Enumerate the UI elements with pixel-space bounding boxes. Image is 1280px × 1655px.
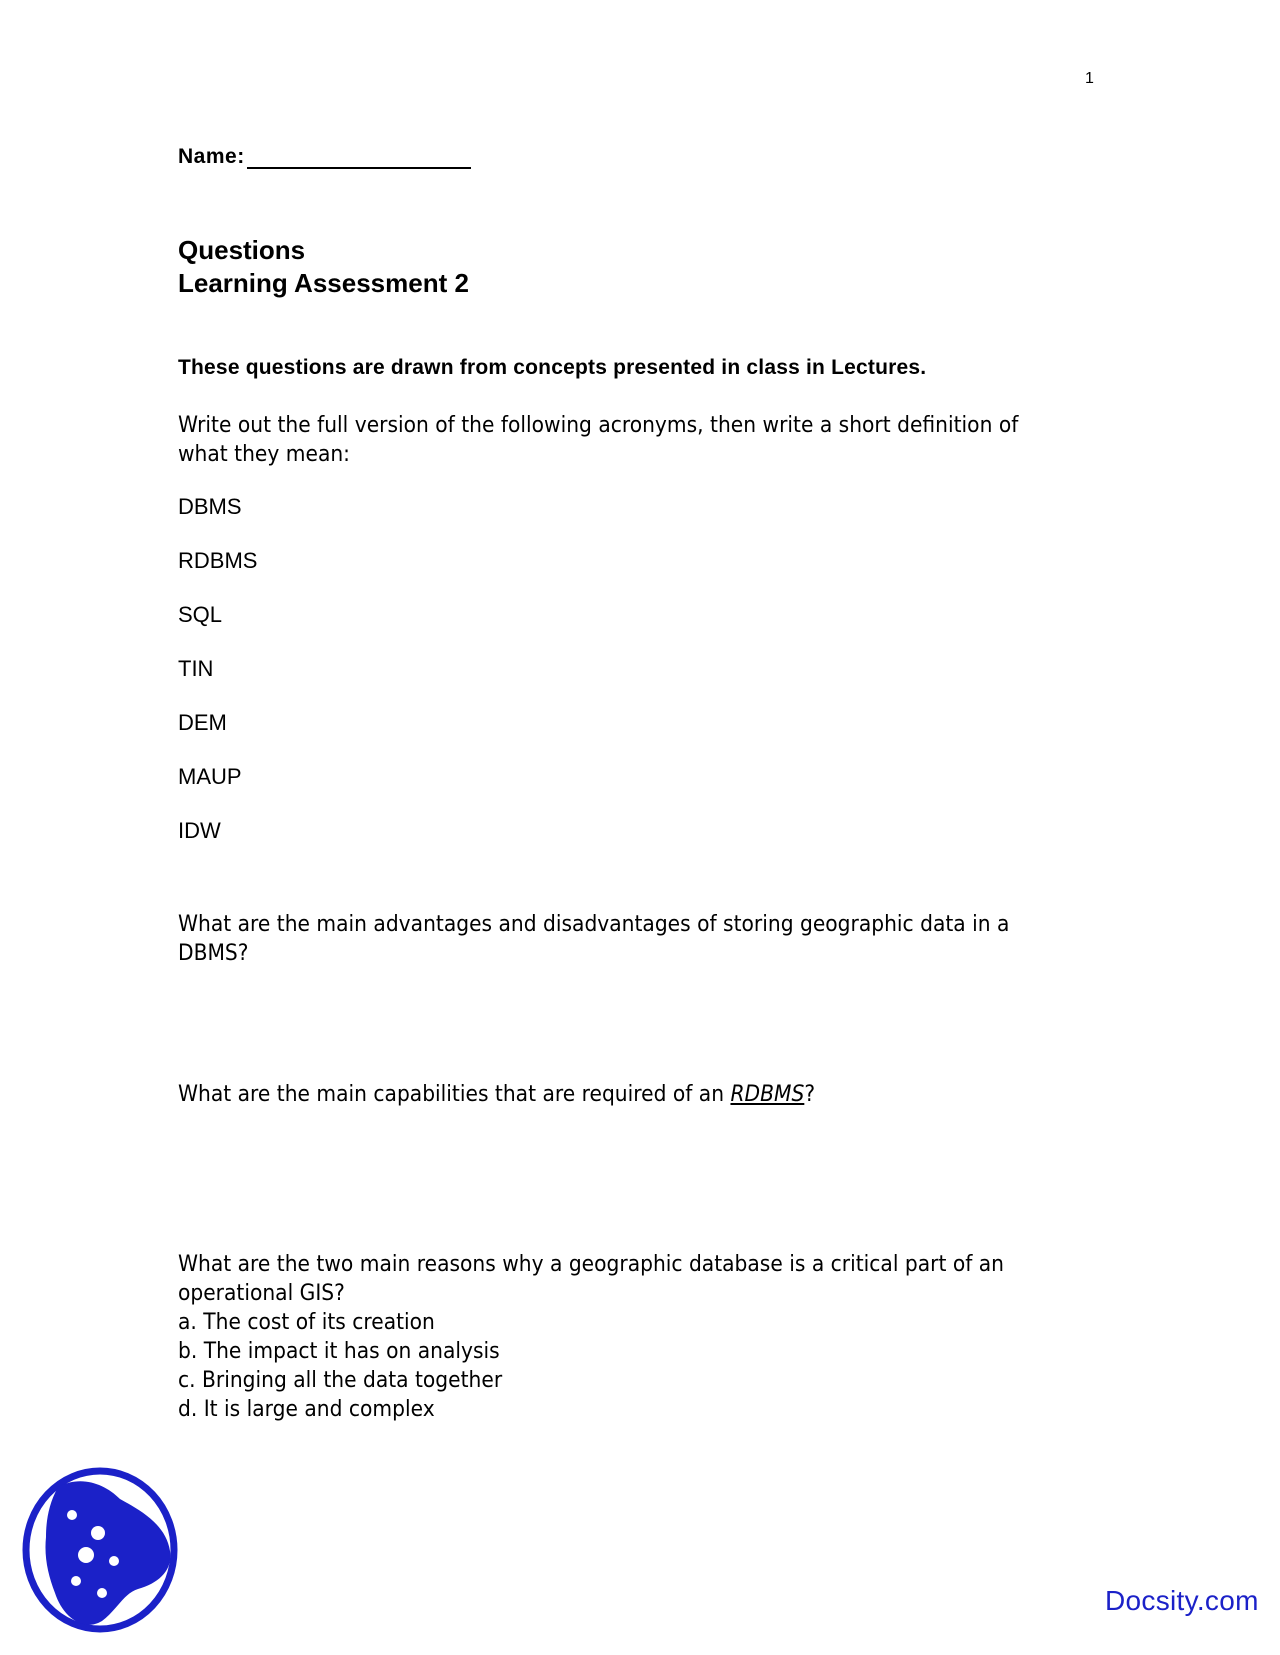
acronym-item: MAUP bbox=[178, 764, 242, 789]
question-dbms-advantages bbox=[178, 910, 1009, 968]
rdbms-emphasis: RDBMS bbox=[730, 1082, 805, 1107]
instruction-line-2: what they mean: bbox=[178, 442, 351, 467]
answer-option-b: b. The impact it has on analysis bbox=[178, 1339, 500, 1364]
acronym-item: IDW bbox=[178, 818, 221, 843]
acronym-item: SQL bbox=[178, 602, 223, 627]
page-number: 1 bbox=[1085, 70, 1094, 87]
acronym-item: RDBMS bbox=[178, 548, 258, 573]
acronym-item: TIN bbox=[178, 656, 214, 681]
question-line: operational GIS? bbox=[178, 1281, 345, 1306]
name-field bbox=[178, 143, 471, 169]
name-blank-line bbox=[247, 143, 471, 169]
answer-option-d: d. It is large and complex bbox=[178, 1397, 435, 1422]
answer-option-c: c. Bringing all the data together bbox=[178, 1368, 503, 1393]
acronym-instruction bbox=[178, 411, 1018, 469]
question-line: What are the main advantages and disadvantages of storing geographic data in a bbox=[178, 912, 1010, 937]
acronym-item: DEM bbox=[178, 710, 227, 735]
question-line: What are the two main reasons why a geographic database is a critical part of an bbox=[178, 1252, 1005, 1277]
name-label: Name: bbox=[178, 145, 245, 168]
intro-text: These questions are drawn from concepts presented in class in Lectures. bbox=[178, 356, 927, 379]
docsity-watermark[interactable]: Docsity.com bbox=[1105, 1585, 1259, 1616]
question-rdbms-capabilities bbox=[178, 1080, 815, 1109]
answer-option-a: a. The cost of its creation bbox=[178, 1310, 435, 1335]
question-suffix: ? bbox=[804, 1082, 816, 1107]
question-line: DBMS? bbox=[178, 941, 249, 966]
acronym-item: DBMS bbox=[178, 494, 242, 519]
question-geographic-database bbox=[178, 1250, 1004, 1424]
heading-questions: Questions bbox=[178, 235, 306, 265]
heading-assessment: Learning Assessment 2 bbox=[178, 268, 469, 298]
instruction-line-1: Write out the full version of the following acronyms, then write a short definition of bbox=[178, 413, 1019, 438]
docsity-logo-icon bbox=[20, 1465, 180, 1635]
question-prefix: What are the main capabilities that are required of an bbox=[178, 1082, 731, 1107]
